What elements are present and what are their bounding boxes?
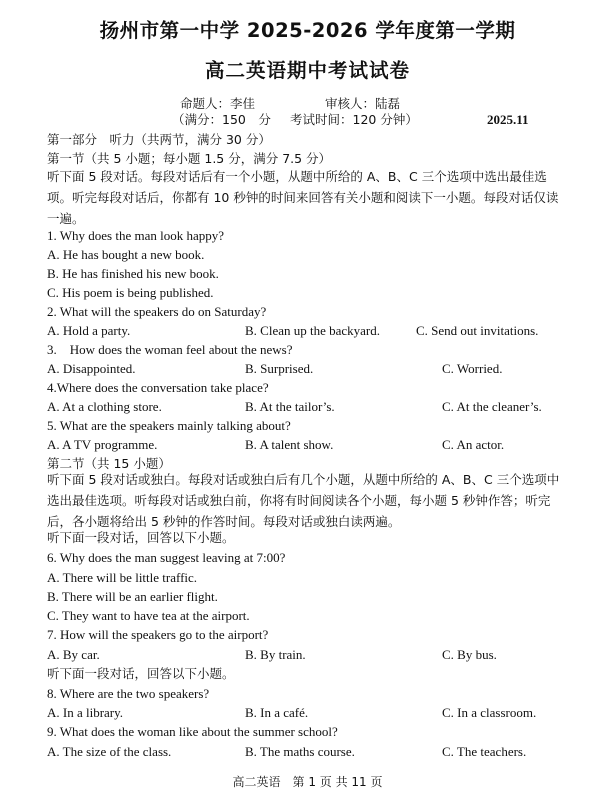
q8-option-c: C. In a classroom. [442, 705, 537, 720]
q6-option-c: C. They want to have tea at the airport. [47, 608, 250, 623]
q9-option-b: B. The maths course. [245, 744, 355, 759]
q4-option-a: A. At a clothing store. [47, 399, 162, 414]
exam-time: 考试时间：120 分钟） [290, 112, 418, 127]
page-footer: 高二英语 第 1 页 共 11 页 [232, 775, 383, 789]
q8-stem: 8. Where are the two speakers? [47, 686, 210, 701]
q2-stem: 2. What will the speakers do on Saturday? [47, 304, 267, 319]
q1-stem: 1. Why does the man look happy? [47, 228, 225, 243]
q1-option-b: B. He has finished his new book. [47, 266, 219, 281]
q9-option-a: A. The size of the class. [47, 744, 172, 759]
q7-option-b: B. By train. [245, 647, 306, 662]
q3-stem: 3. How does the woman feel about the news? [47, 342, 293, 357]
q2-option-c: C. Send out invitations. [416, 323, 539, 338]
q2-option-b: B. Clean up the backyard. [245, 323, 381, 338]
listen-note-2: 听下面一段对话，回答以下小题。 [47, 666, 235, 681]
exam-date: 2025.11 [487, 112, 529, 127]
part1-heading: 第一部分 听力（共两节，满分 30 分） [47, 132, 271, 147]
q3-option-c: C. Worried. [442, 361, 503, 376]
q2-option-a: A. Hold a party. [47, 323, 131, 338]
q7-stem: 7. How will the speakers go to the airport? [47, 627, 269, 642]
q3-option-b: B. Surprised. [245, 361, 314, 376]
exam-title: 扬州市第一中学 2025-2026 学年度第一学期 [99, 19, 516, 42]
q5-option-a: A. A TV programme. [47, 437, 158, 452]
q6-stem: 6. Why does the man suggest leaving at 7:00? [47, 550, 286, 565]
q4-option-c: C. At the cleaner’s. [442, 399, 542, 414]
q6-option-a: A. There will be little traffic. [47, 570, 198, 585]
setter: 命题人：李佳 [180, 96, 256, 111]
section1-heading: 第一节（共 5 小题；每小题 1.5 分，满分 7.5 分） [47, 151, 332, 166]
section2-instructions: 听下面 5 段对话或独白。每段对话或独白后有几个小题，从题中所给的 A、B、C 三个选项中选出最佳选项。听每段对话或独白前，你将有时间阅读各个小题，每小题 5 秒钟作答；听完后，各小题将给出 5 秒钟的作答时间。每段对话或独白读两遍。 [47, 472, 560, 529]
q7-option-c: C. By bus. [442, 647, 497, 662]
q5-option-b: B. A talent show. [245, 437, 334, 452]
exam-subtitle: 高二英语期中考试试卷 [204, 59, 410, 82]
q4-stem: 4.Where does the conversation take place? [47, 380, 269, 395]
q5-option-c: C. An actor. [442, 437, 505, 452]
q8-option-a: A. In a library. [47, 705, 124, 720]
q9-option-c: C. The teachers. [442, 744, 527, 759]
q8-option-b: B. In a café. [245, 705, 309, 720]
q4-option-b: B. At the tailor’s. [245, 399, 335, 414]
q6-option-b: B. There will be an earlier flight. [47, 589, 218, 604]
q5-stem: 5. What are the speakers mainly talking about? [47, 418, 291, 433]
q7-option-a: A. By car. [47, 647, 100, 662]
q9-stem: 9. What does the woman like about the summer school? [47, 724, 338, 739]
full-score: （满分：150 分 [172, 112, 271, 127]
q1-option-a: A. He has bought a new book. [47, 247, 205, 262]
q3-option-a: A. Disappointed. [47, 361, 136, 376]
section1-instructions: 听下面 5 段对话。每段对话后有一个小题，从题中所给的 A、B、C 三个选项中选出最佳选项。听完每段对话后，你都有 10 秒钟的时间来回答有关小题和阅读下一小题。每段对话仅读一遍。 [47, 169, 559, 226]
listen-note-1: 听下面一段对话，回答以下小题。 [47, 530, 235, 545]
reviewer: 审核人：陆磊 [325, 96, 401, 111]
section2-heading: 第二节（共 15 小题） [47, 456, 171, 471]
q1-option-c: C. His poem is being published. [47, 285, 214, 300]
